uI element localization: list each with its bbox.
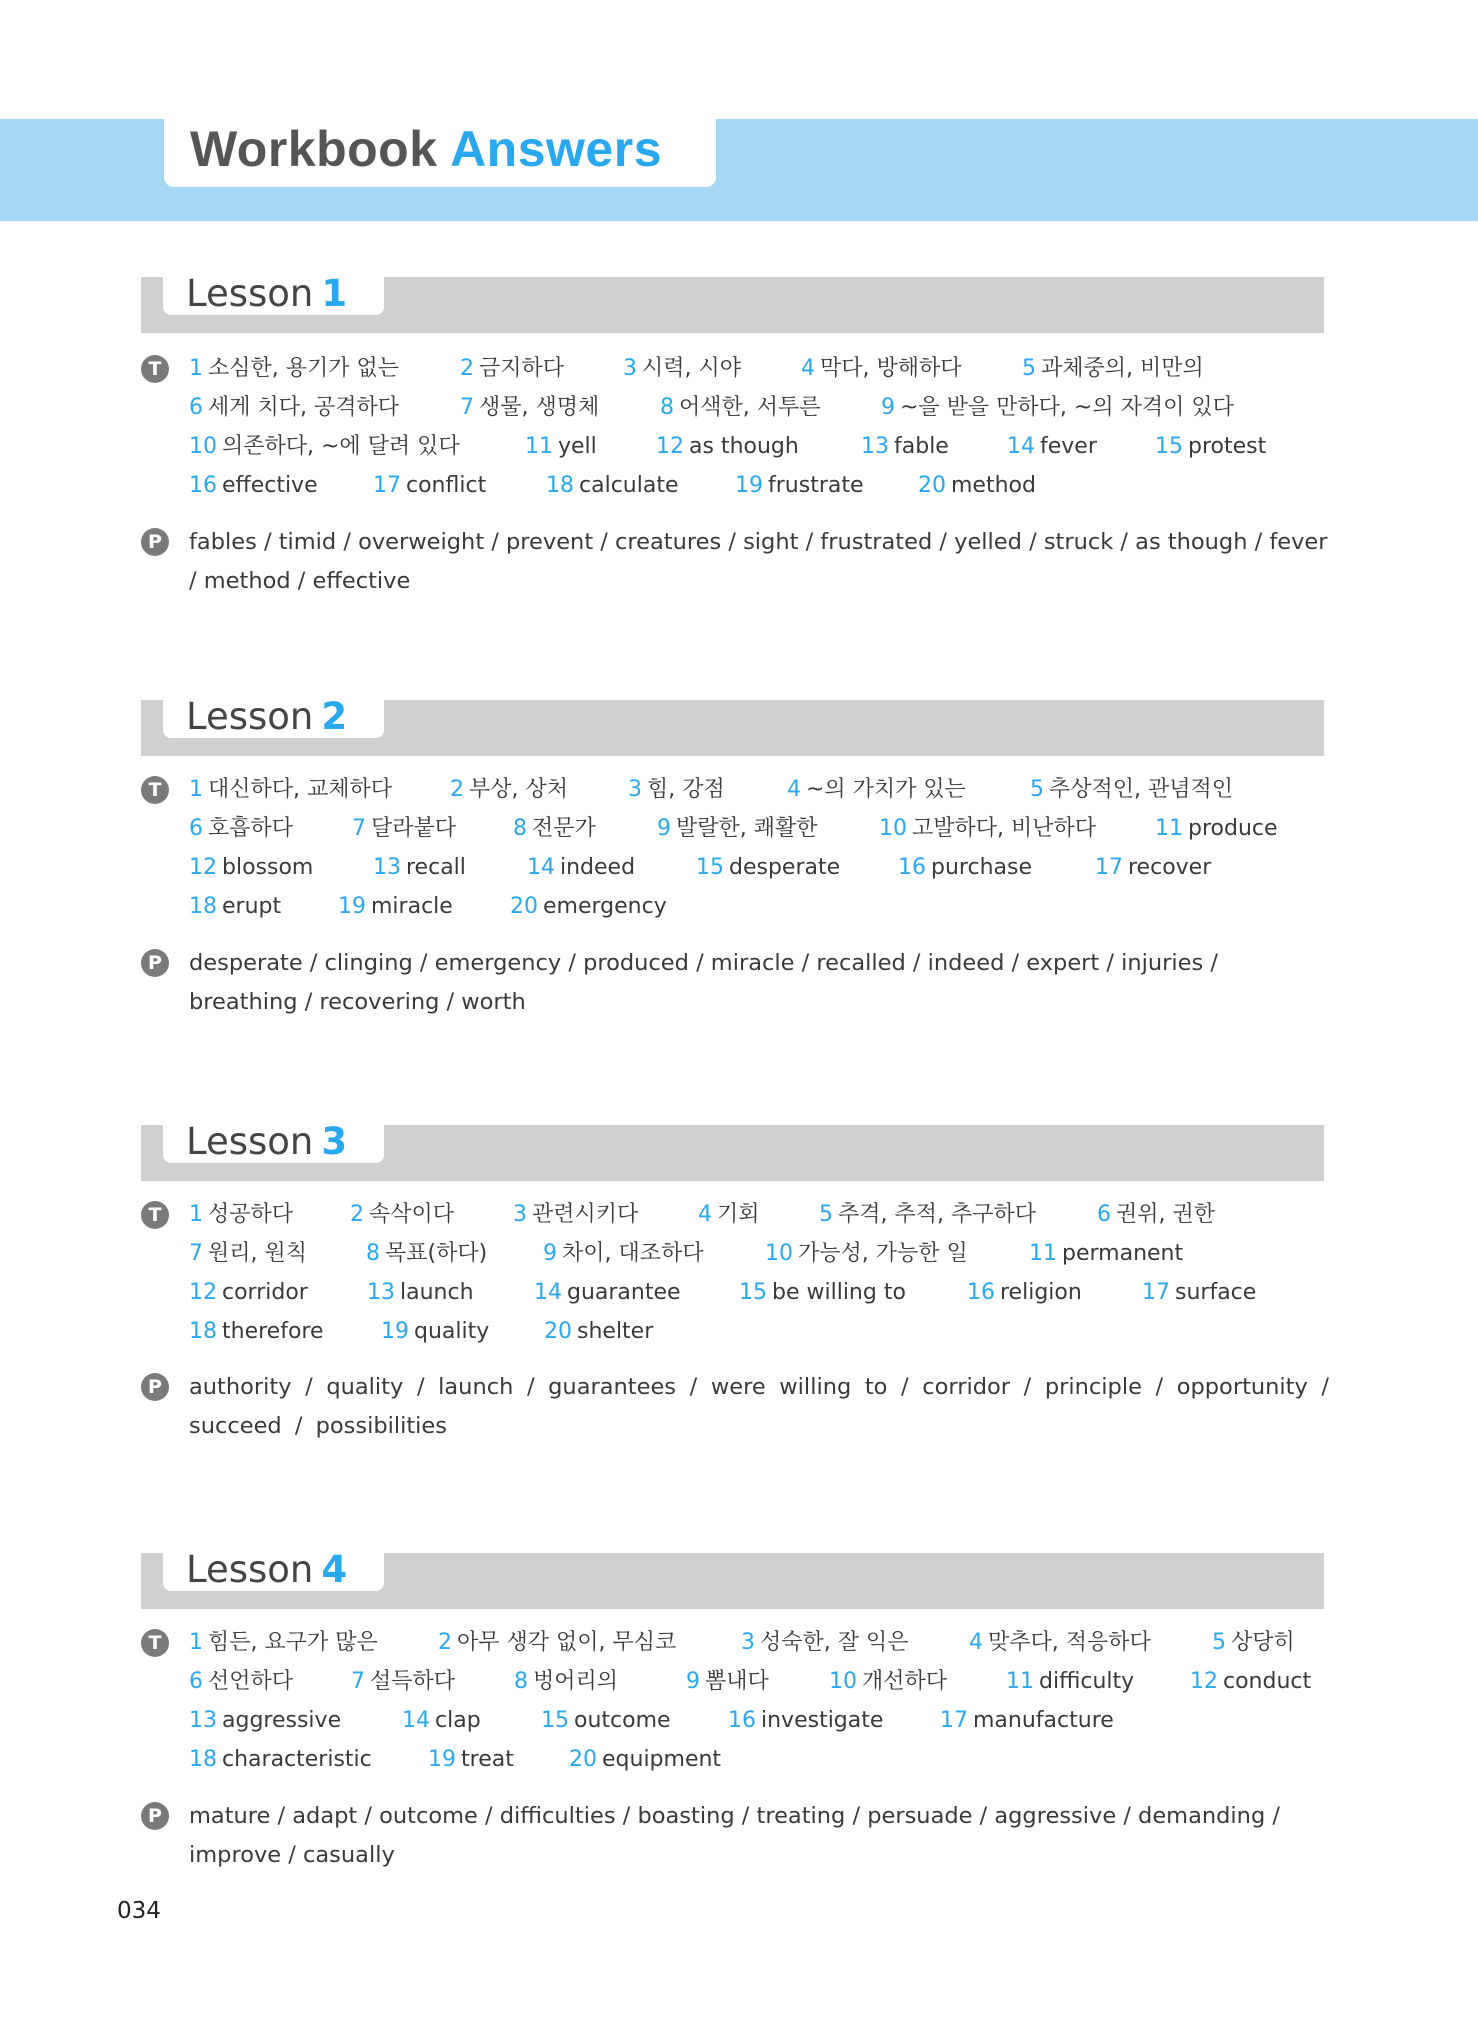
p-badge-icon: P	[141, 1802, 169, 1830]
answer-text: 개선하다	[862, 1669, 948, 1694]
vocab-answer	[918, 471, 1036, 501]
answer-number: 14	[527, 855, 555, 880]
answer-text: 가능성, 가능한 일	[798, 1241, 968, 1266]
answer-number: 3	[623, 356, 637, 381]
answer-text: 세게 치다, 공격하다	[208, 395, 399, 420]
answer-number: 20	[544, 1319, 572, 1344]
answer-text: 추상적인, 관념적인	[1049, 777, 1234, 802]
vocab-answer	[525, 432, 597, 462]
vocab-answer	[1007, 432, 1097, 462]
vocab-answer	[735, 471, 864, 501]
vocab-answer	[1155, 814, 1278, 844]
vocab-answer	[352, 814, 456, 844]
answer-number: 5	[1212, 1630, 1226, 1655]
answer-text: 부상, 상처	[469, 777, 568, 802]
vocab-answer	[1142, 1278, 1256, 1308]
vocab-answer	[657, 814, 818, 844]
answer-text: 뽐내다	[705, 1669, 769, 1694]
lesson-label: Lesson	[186, 695, 314, 738]
vocab-answer	[189, 775, 392, 805]
vocab-answer	[428, 1745, 514, 1775]
vocab-answer	[460, 393, 599, 423]
vocab-answer	[698, 1200, 760, 1230]
answer-text: recover	[1128, 855, 1212, 880]
answer-text: 전문가	[532, 816, 596, 841]
vocab-answer	[514, 1667, 618, 1697]
vocab-answer	[623, 354, 741, 384]
answer-number: 1	[189, 1630, 203, 1655]
answer-number: 7	[460, 395, 474, 420]
answer-text: permanent	[1062, 1241, 1184, 1266]
answer-text: characteristic	[222, 1747, 372, 1772]
vocab-answer	[879, 814, 1096, 844]
lesson-number: 3	[321, 1120, 348, 1163]
answer-number: 13	[367, 1280, 395, 1305]
answer-number: 4	[787, 777, 801, 802]
lesson-title	[186, 1119, 347, 1165]
answer-number: 11	[1006, 1669, 1034, 1694]
answer-number: 6	[189, 1669, 203, 1694]
lesson-number: 1	[321, 272, 348, 315]
answer-number: 8	[513, 816, 527, 841]
answer-number: 2	[350, 1202, 364, 1227]
answer-text: 목표(하다)	[385, 1241, 488, 1266]
lesson-title	[186, 694, 347, 740]
answer-text: 생물, 생명체	[479, 395, 600, 420]
vocab-answer	[1095, 853, 1211, 883]
answer-text: 아무 생각 없이, 무심코	[457, 1630, 677, 1655]
answer-text: 관련시키다	[532, 1202, 639, 1227]
answer-text: 호흡하다	[208, 816, 294, 841]
vocab-answer	[189, 814, 293, 844]
answer-number: 10	[879, 816, 907, 841]
answer-number: 4	[969, 1630, 983, 1655]
answer-text: 권위, 권한	[1116, 1202, 1215, 1227]
vocab-answer	[381, 1317, 489, 1347]
lesson-label: Lesson	[186, 272, 314, 315]
answer-number: 2	[438, 1630, 452, 1655]
p-badge-icon: P	[141, 949, 169, 977]
answer-text: 원리, 원칙	[208, 1241, 307, 1266]
answer-number: 3	[741, 1630, 755, 1655]
vocab-answer	[829, 1667, 947, 1697]
answer-text: protest	[1188, 434, 1267, 459]
answer-text: ~을 받을 만하다, ~의 자격이 있다	[900, 395, 1234, 420]
vocab-answer	[1097, 1200, 1215, 1230]
answer-text: yell	[558, 434, 597, 459]
vocab-answer	[801, 354, 962, 384]
answer-number: 17	[1095, 855, 1123, 880]
lesson-label: Lesson	[186, 1548, 314, 1591]
answer-text: 의존하다, ~에 달려 있다	[222, 434, 460, 459]
answer-number: 3	[513, 1202, 527, 1227]
answer-text: desperate	[729, 855, 841, 880]
answer-number: 19	[428, 1747, 456, 1772]
answer-number: 10	[765, 1241, 793, 1266]
vocab-answer	[189, 1278, 308, 1308]
vocab-answer	[189, 1628, 378, 1658]
lesson-label: Lesson	[186, 1120, 314, 1163]
answer-number: 10	[189, 434, 217, 459]
answer-number: 6	[1097, 1202, 1111, 1227]
t-badge-icon: T	[141, 776, 169, 804]
answer-text: manufacture	[973, 1708, 1114, 1733]
answer-text: indeed	[560, 855, 636, 880]
vocab-answer	[787, 775, 966, 805]
answer-text: 기회	[717, 1202, 760, 1227]
vocab-answer	[1155, 432, 1266, 462]
answer-text: launch	[400, 1280, 474, 1305]
answer-text: aggressive	[222, 1708, 342, 1733]
answer-text: investigate	[761, 1708, 884, 1733]
vocab-answer	[819, 1200, 1036, 1230]
answer-number: 18	[546, 473, 574, 498]
answer-number: 20	[569, 1747, 597, 1772]
answer-number: 9	[881, 395, 895, 420]
vocab-answer	[728, 1706, 883, 1736]
answer-text: religion	[1000, 1280, 1082, 1305]
vocab-answer	[660, 393, 821, 423]
vocab-answer	[367, 1278, 474, 1308]
answer-number: 17	[1142, 1280, 1170, 1305]
lesson-number: 2	[321, 695, 348, 738]
answer-text: 설득하다	[370, 1669, 456, 1694]
page-number: 034	[117, 1898, 161, 1924]
answer-text: conduct	[1223, 1669, 1312, 1694]
vocab-answer	[189, 892, 281, 922]
answer-text: shelter	[577, 1319, 654, 1344]
answer-text: 과체중의, 비만의	[1041, 356, 1204, 381]
answer-number: 9	[657, 816, 671, 841]
answer-number: 3	[628, 777, 642, 802]
answer-number: 6	[189, 395, 203, 420]
answer-text: 금지하다	[479, 356, 565, 381]
answer-text: 상당히	[1231, 1630, 1295, 1655]
page-title-word-1: Workbook	[190, 121, 438, 177]
answer-text: emergency	[543, 894, 667, 919]
vocab-answer	[373, 853, 466, 883]
answer-text: difficulty	[1039, 1669, 1135, 1694]
answer-number: 2	[460, 356, 474, 381]
answer-number: 14	[1007, 434, 1035, 459]
answer-number: 5	[819, 1202, 833, 1227]
vocab-answer	[1212, 1628, 1295, 1658]
answer-number: 14	[534, 1280, 562, 1305]
answer-text: blossom	[222, 855, 314, 880]
vocab-answer	[741, 1628, 909, 1658]
answer-text: 벙어리의	[533, 1669, 619, 1694]
answer-text: 속삭이다	[369, 1202, 455, 1227]
answer-number: 6	[189, 816, 203, 841]
answer-number: 8	[514, 1669, 528, 1694]
vocab-answer	[450, 775, 568, 805]
answer-number: 15	[541, 1708, 569, 1733]
vocab-answer	[460, 354, 564, 384]
answer-number: 20	[918, 473, 946, 498]
answer-number: 13	[189, 1708, 217, 1733]
answer-text: 차이, 대조하다	[562, 1241, 704, 1266]
answer-text: produce	[1188, 816, 1278, 841]
answer-text: calculate	[579, 473, 679, 498]
vocab-answer	[189, 1667, 293, 1697]
passage-answers: mature / adapt / outcome / difficulties / boasting / treating / persuade / aggressive / demanding / improve / casually	[189, 1803, 1280, 1868]
vocab-answer	[543, 1239, 704, 1269]
answer-text: effective	[222, 473, 318, 498]
answer-text: 막다, 방해하다	[820, 356, 962, 381]
vocab-answer	[546, 471, 678, 501]
answer-text: surface	[1175, 1280, 1257, 1305]
vocab-answer	[861, 432, 949, 462]
answer-number: 16	[728, 1708, 756, 1733]
answer-number: 20	[510, 894, 538, 919]
t-badge-icon: T	[141, 1629, 169, 1657]
answer-number: 13	[861, 434, 889, 459]
answer-number: 15	[1155, 434, 1183, 459]
answer-number: 14	[402, 1708, 430, 1733]
answer-text: 성숙한, 잘 익은	[760, 1630, 909, 1655]
vocab-answer	[189, 1706, 341, 1736]
vocab-answer	[373, 471, 486, 501]
answer-text: fever	[1040, 434, 1097, 459]
answer-text: erupt	[222, 894, 282, 919]
vocab-answer	[189, 432, 460, 462]
answer-text: 성공하다	[208, 1202, 294, 1227]
answer-text: 발랄한, 쾌활한	[676, 816, 818, 841]
vocab-answer	[656, 432, 799, 462]
answer-number: 1	[189, 777, 203, 802]
vocab-answer	[739, 1278, 906, 1308]
answer-number: 11	[1155, 816, 1183, 841]
answer-text: 달라붙다	[371, 816, 457, 841]
answer-number: 17	[940, 1708, 968, 1733]
vocab-answer	[351, 1667, 455, 1697]
vocab-answer	[534, 1278, 681, 1308]
vocab-answer	[189, 853, 313, 883]
answer-number: 2	[450, 777, 464, 802]
answer-text: 고발하다, 비난하다	[912, 816, 1097, 841]
answer-number: 18	[189, 894, 217, 919]
answer-text: frustrate	[768, 473, 864, 498]
vocab-answer	[569, 1745, 721, 1775]
answer-number: 15	[696, 855, 724, 880]
vocab-answer	[189, 393, 399, 423]
answer-text: purchase	[931, 855, 1032, 880]
answer-number: 5	[1022, 356, 1036, 381]
answer-text: be willing to	[772, 1280, 906, 1305]
answer-number: 1	[189, 1202, 203, 1227]
answer-number: 16	[898, 855, 926, 880]
answer-number: 12	[189, 1280, 217, 1305]
vocab-answer	[1029, 1239, 1183, 1269]
answer-text: outcome	[574, 1708, 671, 1733]
vocab-answer	[1030, 775, 1233, 805]
answer-number: 18	[189, 1319, 217, 1344]
vocab-answer	[189, 1317, 324, 1347]
vocab-answer	[765, 1239, 968, 1269]
answer-text: 대신하다, 교체하다	[208, 777, 393, 802]
answer-text: conflict	[406, 473, 487, 498]
answer-text: treat	[461, 1747, 514, 1772]
lesson-number: 4	[321, 1548, 348, 1591]
answer-text: 맞추다, 적응하다	[988, 1630, 1151, 1655]
answer-number: 8	[660, 395, 674, 420]
answer-text: 힘든, 요구가 많은	[208, 1630, 378, 1655]
answer-text: therefore	[222, 1319, 324, 1344]
answer-number: 11	[525, 434, 553, 459]
passage-answers: authority / quality / launch / guarantees / were willing to / corridor / principle / opportunity / succeed / possibilities	[189, 1374, 1329, 1439]
answer-number: 19	[381, 1319, 409, 1344]
page-title	[190, 119, 662, 179]
passage-answers: desperate / clinging / emergency / produced / miracle / recalled / indeed / expert / injuries / breathing / recovering / worth	[189, 950, 1218, 1015]
vocab-answer	[1190, 1667, 1311, 1697]
answer-text: 시력, 시야	[642, 356, 741, 381]
vocab-answer	[1006, 1667, 1134, 1697]
page-title-word-2: Answers	[450, 121, 663, 177]
answer-number: 15	[739, 1280, 767, 1305]
p-badge-icon: P	[141, 1373, 169, 1401]
answer-number: 4	[698, 1202, 712, 1227]
answer-number: 1	[189, 356, 203, 381]
answer-number: 7	[352, 816, 366, 841]
answer-number: 12	[189, 855, 217, 880]
vocab-answer	[881, 393, 1234, 423]
answer-number: 13	[373, 855, 401, 880]
answer-text: fable	[894, 434, 949, 459]
answer-text: 선언하다	[208, 1669, 294, 1694]
answer-number: 11	[1029, 1241, 1057, 1266]
vocab-answer	[189, 1239, 307, 1269]
vocab-answer	[189, 1200, 293, 1230]
vocab-answer	[898, 853, 1032, 883]
t-badge-icon: T	[141, 1201, 169, 1229]
answer-number: 9	[543, 1241, 557, 1266]
answer-text: guarantee	[567, 1280, 681, 1305]
answer-text: miracle	[371, 894, 453, 919]
vocab-answer	[527, 853, 635, 883]
p-badge-icon: P	[141, 528, 169, 556]
answer-number: 7	[189, 1241, 203, 1266]
vocab-answer	[967, 1278, 1082, 1308]
vocab-answer	[544, 1317, 653, 1347]
vocab-answer	[189, 1745, 372, 1775]
answer-number: 9	[686, 1669, 700, 1694]
vocab-answer	[940, 1706, 1114, 1736]
answer-number: 16	[967, 1280, 995, 1305]
answer-text: 어색한, 서투른	[679, 395, 821, 420]
vocab-answer	[350, 1200, 454, 1230]
vocab-answer	[969, 1628, 1151, 1658]
answer-number: 10	[829, 1669, 857, 1694]
answer-number: 19	[735, 473, 763, 498]
vocab-answer	[438, 1628, 676, 1658]
vocab-answer	[696, 853, 840, 883]
lesson-title	[186, 1547, 347, 1593]
answer-text: corridor	[222, 1280, 308, 1305]
answer-number: 4	[801, 356, 815, 381]
vocab-answer	[686, 1667, 769, 1697]
vocab-answer	[338, 892, 453, 922]
vocab-answer	[513, 814, 596, 844]
vocab-answer	[1022, 354, 1204, 384]
answer-number: 12	[1190, 1669, 1218, 1694]
answer-number: 12	[656, 434, 684, 459]
answer-text: equipment	[602, 1747, 722, 1772]
answer-number: 19	[338, 894, 366, 919]
answer-text: as though	[689, 434, 799, 459]
answer-text: recall	[406, 855, 466, 880]
vocab-answer	[510, 892, 667, 922]
answer-number: 5	[1030, 777, 1044, 802]
answer-text: 추격, 추적, 추구하다	[838, 1202, 1036, 1227]
vocab-answer	[628, 775, 725, 805]
vocab-answer	[189, 354, 399, 384]
vocab-answer	[189, 471, 318, 501]
answer-number: 8	[366, 1241, 380, 1266]
vocab-answer	[366, 1239, 487, 1269]
answer-text: method	[951, 473, 1036, 498]
answer-number: 17	[373, 473, 401, 498]
answer-text: 소심한, 용기가 없는	[208, 356, 399, 381]
answer-text: 힘, 강점	[647, 777, 725, 802]
t-badge-icon: T	[141, 355, 169, 383]
answer-text: quality	[414, 1319, 490, 1344]
answer-text: clap	[435, 1708, 481, 1733]
vocab-answer	[513, 1200, 638, 1230]
answer-number: 16	[189, 473, 217, 498]
passage-answers: fables / timid / overweight / prevent / creatures / sight / frustrated / yelled / struck / as though / fever / method / effective	[189, 529, 1328, 594]
lesson-title	[186, 271, 347, 317]
answer-number: 7	[351, 1669, 365, 1694]
vocab-answer	[541, 1706, 671, 1736]
answer-text: ~의 가치가 있는	[806, 777, 966, 802]
answer-number: 18	[189, 1747, 217, 1772]
vocab-answer	[402, 1706, 481, 1736]
